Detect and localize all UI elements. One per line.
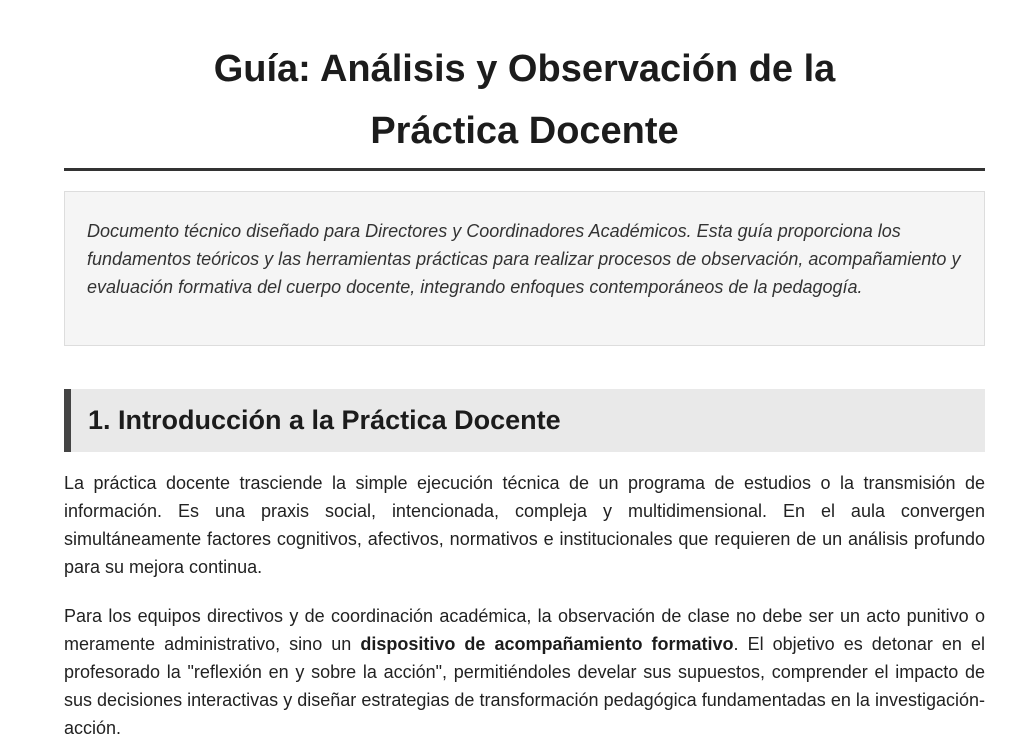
- intro-paragraph-1: La práctica docente trasciende la simple ejecución técnica de un programa de estudios o la transmisión de información. Es una praxis social, intencionada, compleja y multidimensional. En el aula convergen simultáneamente factores cognitivos, afectivos, normativos e institucionales que requieren de un análisis profundo para su mejora continua.: [64, 473, 985, 577]
- abstract-text: Documento técnico diseñado para Directores y Coordinadores Académicos. Esta guía proporciona los fundamentos teóricos y las herramientas prácticas para realizar procesos de observación, acompañamiento y evaluación formativa del cuerpo docente, integrando enfoques contemporáneos de la pedagogía.: [87, 221, 961, 297]
- section-heading: 1. Introducción a la Práctica Docente: [88, 405, 561, 435]
- paragraph-2-text-end: . El objetivo es detonar en el profesorado la "reflexión en y sobre la acción", permitiéndoles develar sus supuestos, comprender el impacto de sus decisiones interactivas y diseñar estrategias de transformación pedagógica fundamentadas en la investigación-acción.: [64, 634, 985, 738]
- document-title: [64, 0, 985, 162]
- paragraph-2-text-start: Para los equipos directivos y de coordinación académica, la observación de clase no debe ser un acto punitivo o meramente administrativo, sino un: [64, 606, 985, 654]
- document-title-line-2: Práctica Docente: [370, 110, 679, 152]
- document-title-line-1: Guía: Análisis y Observación de la: [213, 48, 836, 90]
- paragraph-2-emphasis: dispositivo de acompañamiento formativo: [360, 634, 734, 654]
- section-header: [64, 389, 985, 452]
- abstract-box: [64, 191, 985, 346]
- title-divider: [64, 168, 985, 171]
- document-page: [64, 0, 985, 742]
- intro-paragraph-2: [64, 602, 985, 742]
